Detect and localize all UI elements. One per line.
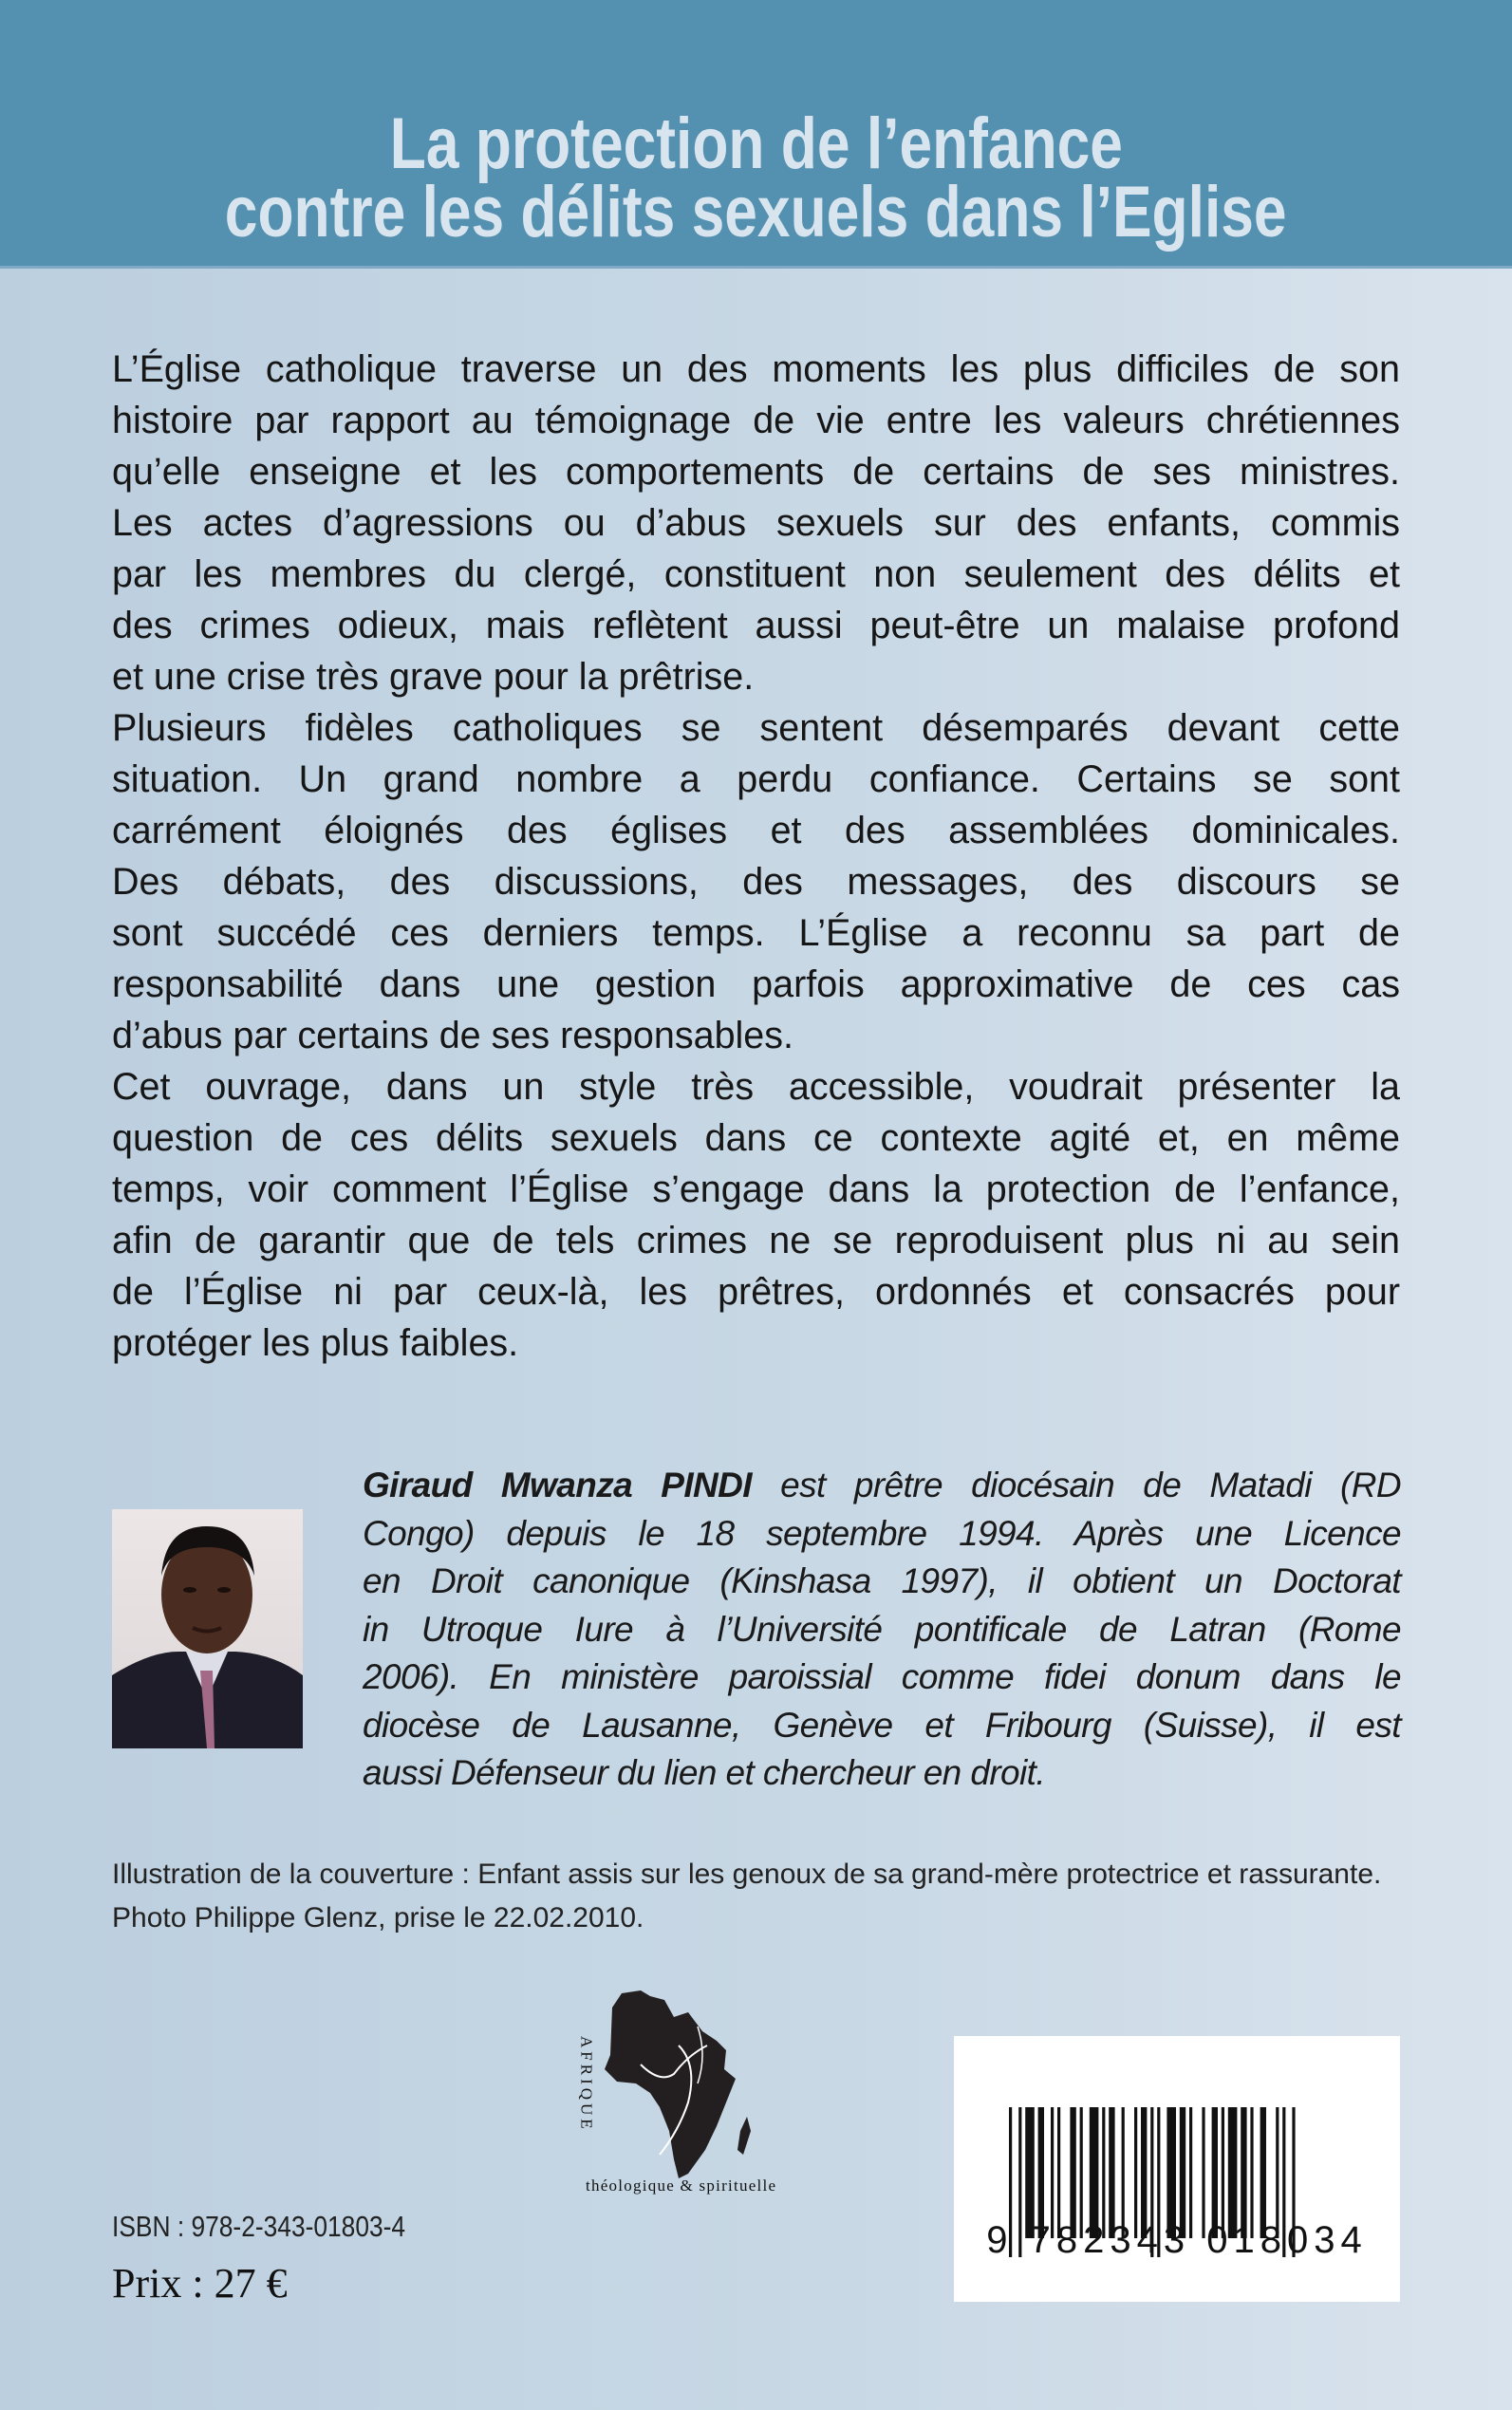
barcode: [954, 2036, 1400, 2302]
bio-line: diocèse de Lausanne, Genève et Fribourg (Suisse), il est: [363, 1705, 1401, 1745]
blurb-line: histoire par rapport au témoignage de vie entre les valeurs chrétiennes: [112, 400, 1400, 441]
blurb-line: responsabilité dans une gestion parfois approximative de ces cas: [112, 963, 1400, 1005]
bio-line: en Droit canonique (Kinshasa 1997), il obtient un Doctorat: [363, 1561, 1401, 1600]
publisher-logo: [577, 1989, 793, 2197]
blurb-line: des crimes odieux, mais reflètent aussi peut-être un malaise profond: [112, 605, 1400, 646]
blurb-line: Plusieurs fidèles catholiques se sentent désemparés devant cette: [112, 707, 1400, 749]
blurb-line: L’Église catholique traverse un des moments les plus difficiles de son: [112, 348, 1400, 390]
blurb-line: et une crise très grave pour la prêtrise.: [112, 656, 755, 698]
blurb-line: temps, voir comment l’Église s’engage dans la protection de l’enfance,: [112, 1168, 1400, 1210]
author-name: Giraud Mwanza PINDI: [363, 1466, 752, 1504]
blurb-line: afin de garantir que de tels crimes ne se reproduisent plus ni au sein: [112, 1220, 1400, 1261]
blurb-line: qu’elle enseigne et les comportements de certains de ses ministres.: [112, 451, 1400, 493]
price: Prix : 27 €: [112, 2260, 288, 2307]
barcode-digits: 9 782343 018034: [986, 2219, 1368, 2261]
book-title-line-2: contre les délits sexuels dans l’Eglise: [225, 172, 1287, 252]
cover-illustration-credit: Illustration de la couverture : Enfant assis sur les genoux de sa grand-mère protectrice et rassurante. Photo Philippe Glenz, prise le 22.02.2010.: [112, 1859, 1382, 1934]
blurb-line: de l’Église ni par ceux-là, les prêtres, ordonnés et consacrés pour: [112, 1271, 1400, 1313]
blurb-line: d’abus par certains de ses responsables.: [112, 1015, 794, 1056]
blurb-line: Des débats, des discussions, des messages, des discours se: [112, 861, 1400, 903]
back-cover-blurb: [112, 344, 1400, 1369]
blurb-line: Cet ouvrage, dans un style très accessible, voudrait présenter la: [112, 1066, 1400, 1108]
barcode-bars: [954, 2036, 1400, 2226]
book-title-line-1: La protection de l’enfance: [389, 103, 1123, 184]
bio-line: 2006). En ministère paroissial comme fidei donum dans le: [363, 1657, 1401, 1696]
bio-line: Giraud Mwanza PINDI est prêtre diocésain de Matadi (RD: [363, 1466, 1401, 1504]
blurb-line: question de ces délits sexuels dans ce contexte agité et, en même: [112, 1117, 1400, 1159]
title-banner: [0, 0, 1512, 269]
logo-vertical-text: AFRIQUE: [577, 2036, 596, 2133]
bio-line: Congo) depuis le 18 septembre 1994. Après une Licence: [363, 1513, 1401, 1553]
blurb-line: sont succédé ces derniers temps. L’Église a reconnu sa part de: [112, 912, 1400, 954]
author-bio: [363, 1462, 1401, 1798]
blurb-line: Les actes d’agressions ou d’abus sexuels sur des enfants, commis: [112, 502, 1400, 544]
blurb-line: protéger les plus faibles.: [112, 1322, 519, 1364]
author-photo: [112, 1509, 303, 1748]
blurb-line: par les membres du clergé, constituent non seulement des délits et: [112, 553, 1400, 595]
bio-line: in Utroque Iure à l’Université pontificale de Latran (Rome: [363, 1609, 1401, 1649]
blurb-line: situation. Un grand nombre a perdu confiance. Certains se sont: [112, 758, 1400, 800]
isbn: ISBN : 978-2-343-01803-4: [112, 2210, 406, 2243]
bio-line: aussi Défenseur du lien et chercheur en droit.: [363, 1753, 1045, 1792]
logo-subtitle: théologique & spirituelle: [586, 2176, 775, 2195]
blurb-line: carrément éloignés des églises et des assemblées dominicales.: [112, 810, 1400, 851]
